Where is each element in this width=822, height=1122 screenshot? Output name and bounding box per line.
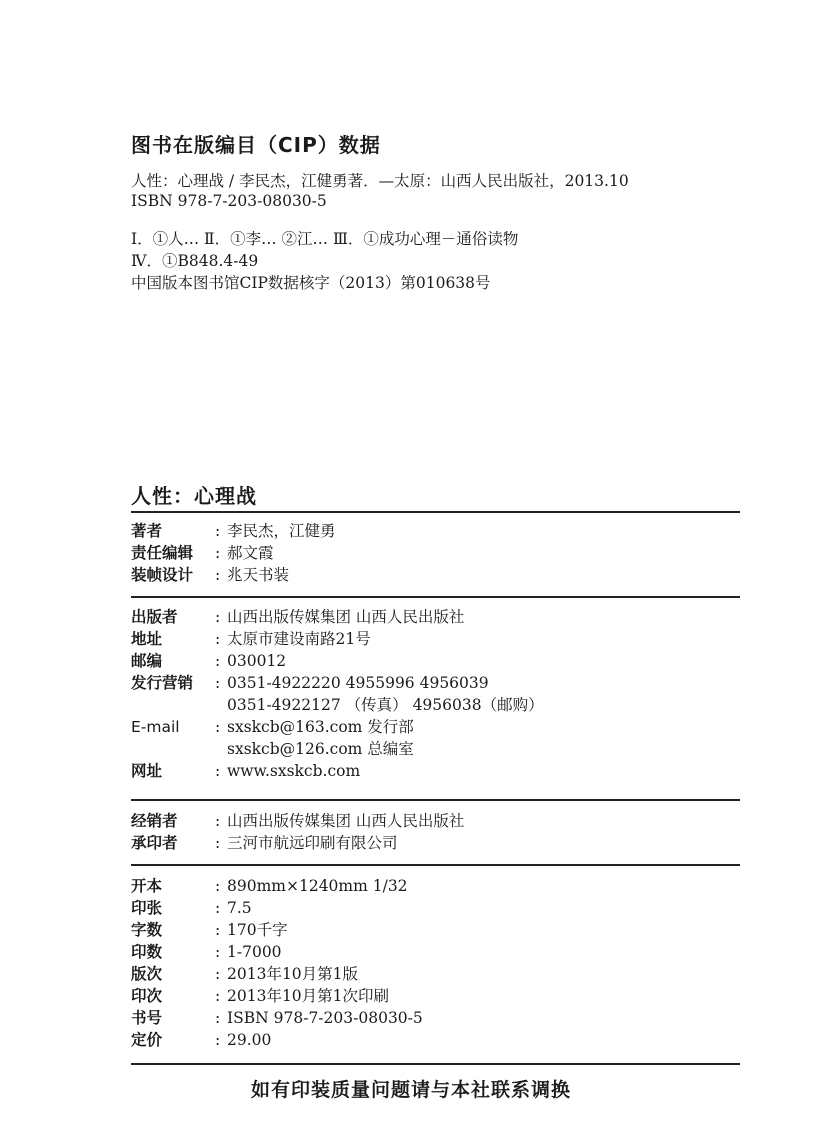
publisher-row (131, 694, 740, 716)
distribution-row: 经销者 : 山西出版传媒集团 山西人民出版社 (131, 812, 465, 830)
credit-label: 著者 (131, 522, 163, 540)
credit-value: 李民杰，江健勇 (227, 522, 336, 540)
distribution-row: 承印者 : 三河市航远印刷有限公司 (131, 834, 398, 852)
credit-value: 兆天书装 (227, 566, 290, 584)
distribution-label: 承印者 (131, 834, 178, 852)
spec-label: 印张 (131, 899, 163, 917)
spec-row: 版次 : 2013年10月第1版 (131, 965, 359, 983)
spec-value: 2013年10月第1次印刷 (227, 987, 390, 1005)
publisher-row: 地址 : 太原市建设南路21号 (131, 630, 371, 648)
book-title: 人性：心理战 (131, 484, 257, 508)
cip-title: 图书在版编目（CIP）数据 (131, 133, 381, 157)
publisher-value: 0351-4922127 （传真） 4956038（邮购） (227, 696, 544, 714)
publisher-row: 邮编 : 030012 (131, 652, 287, 670)
publisher-value: 太原市建设南路21号 (227, 630, 371, 648)
cip-line-clc: Ⅳ．①B848.4-49 (131, 252, 259, 270)
publisher-label: 出版者 (131, 608, 178, 626)
publisher-row: 出版者 : 山西出版传媒集团 山西人民出版社 (131, 608, 465, 626)
publisher-row: E-mail : sxskcb@163.com 发行部 (131, 718, 414, 736)
spec-value: 170千字 (227, 921, 288, 939)
spec-row: 书号 : ISBN 978-7-203-08030-5 (131, 1009, 423, 1027)
cip-line-cip-number: 中国版本图书馆CIP数据核字（2013）第010638号 (131, 274, 491, 292)
publisher-label: 邮编 (131, 652, 163, 670)
publisher-label: E-mail (131, 718, 180, 736)
distribution-value: 三河市航远印刷有限公司 (227, 834, 398, 852)
quality-notice: 如有印装质量问题请与本社联系调换 (250, 1079, 571, 1101)
divider (131, 799, 740, 801)
credit-row: 责任编辑 : 郝文霞 (131, 544, 274, 562)
credit-row: 装帧设计 : 兆天书装 (131, 566, 290, 584)
spec-value: 29.00 (227, 1031, 272, 1049)
publisher-label: 网址 (131, 762, 163, 780)
spec-label: 版次 (131, 965, 163, 983)
spec-label: 字数 (131, 921, 163, 939)
spec-value: ISBN 978-7-203-08030-5 (227, 1009, 423, 1027)
publisher-row (131, 738, 740, 760)
spec-row: 印次 : 2013年10月第1次印刷 (131, 987, 390, 1005)
divider (131, 1063, 740, 1065)
spec-row: 字数 : 170千字 (131, 921, 288, 939)
credit-label: 装帧设计 (131, 566, 194, 584)
spec-label: 书号 (131, 1009, 163, 1027)
credits-section (131, 520, 740, 586)
spec-row: 印数 : 1-7000 (131, 943, 282, 961)
spec-label: 定价 (131, 1031, 163, 1049)
publisher-label: 地址 (131, 630, 163, 648)
publisher-value: www.sxskcb.com (227, 762, 361, 780)
spec-value: 1-7000 (227, 943, 282, 961)
spec-value: 7.5 (227, 899, 252, 917)
distribution-label: 经销者 (131, 812, 178, 830)
publisher-value: sxskcb@126.com 总编室 (227, 740, 414, 758)
distribution-section (131, 810, 740, 854)
publisher-value: sxskcb@163.com 发行部 (227, 718, 414, 736)
spec-row: 定价 : 29.00 (131, 1031, 272, 1049)
divider (131, 864, 740, 866)
specs-section (131, 875, 740, 1051)
credit-label: 责任编辑 (131, 544, 194, 562)
publisher-section (131, 606, 740, 782)
publisher-row: 发行营销 : 0351-4922220 4955996 4956039 (131, 674, 489, 692)
publisher-value: 山西出版传媒集团 山西人民出版社 (227, 608, 465, 626)
divider (131, 511, 740, 513)
cip-line-isbn: ISBN 978-7-203-08030-5 (131, 192, 327, 210)
cip-line-classification: Ⅰ．①人… Ⅱ．①李… ②江… Ⅲ．①成功心理－通俗读物 (131, 230, 519, 248)
publisher-row: 网址 : www.sxskcb.com (131, 762, 361, 780)
spec-label: 开本 (131, 877, 163, 895)
publisher-label: 发行营销 (131, 674, 194, 692)
publisher-value: 0351-4922220 4955996 4956039 (227, 674, 489, 692)
spec-row: 开本 : 890mm×1240mm 1/32 (131, 877, 408, 895)
distribution-value: 山西出版传媒集团 山西人民出版社 (227, 812, 465, 830)
cip-line-bibliographic: 人性：心理战 / 李民杰，江健勇著．—太原：山西人民出版社，2013.10 (131, 172, 629, 190)
divider (131, 596, 740, 598)
spec-row: 印张 : 7.5 (131, 899, 252, 917)
spec-label: 印数 (131, 943, 163, 961)
credit-row: 著者 : 李民杰，江健勇 (131, 522, 336, 540)
spec-label: 印次 (131, 987, 163, 1005)
spec-value: 2013年10月第1版 (227, 965, 359, 983)
credit-value: 郝文霞 (227, 544, 274, 562)
publisher-value: 030012 (227, 652, 287, 670)
spec-value: 890mm×1240mm 1/32 (227, 877, 408, 895)
